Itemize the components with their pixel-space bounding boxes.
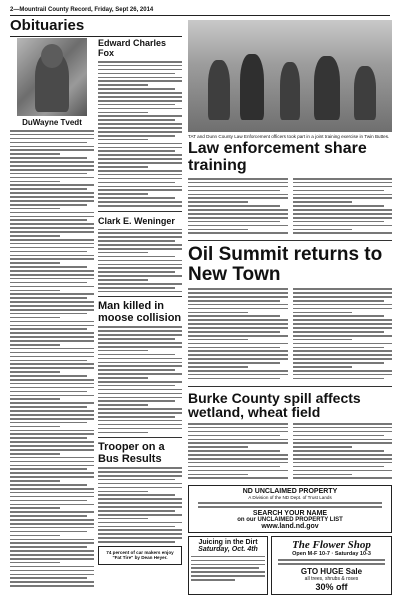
- ad-juicing-body: [191, 556, 265, 581]
- ad-unclaimed-property: [188, 485, 392, 533]
- obituary-body-edward: [98, 61, 182, 207]
- ad-juicing-date: Saturday, Oct. 4th: [198, 546, 258, 554]
- story-body-law: [188, 178, 392, 236]
- ad-unclaimed-body: [198, 502, 382, 507]
- headline-burke-spill: Burke County spill affects wetland, wheat field: [188, 389, 361, 421]
- headline-oil-summit: Oil Summit returns to New Town: [188, 244, 383, 286]
- story-body-trooper: [98, 467, 182, 543]
- column-a: [10, 38, 94, 589]
- headline-law-enforcement: Law enforcement share training: [188, 140, 367, 175]
- obituary-name-duwayne: DuWayne Tvedt: [22, 118, 82, 127]
- ad-unclaimed-cta1: SEARCH YOUR NAME: [252, 510, 328, 518]
- ad-flower-hours: Open M-F 10-7 · Saturday 10-3: [292, 551, 371, 558]
- column-b: [98, 38, 182, 565]
- ad-unclaimed-subtitle: A Division of the ND Dept. of Trust Lands: [248, 495, 332, 501]
- law-enforcement-photo: [188, 20, 392, 132]
- column-c: [188, 20, 392, 595]
- ad-juicing: [188, 536, 268, 595]
- obituary-photo-duwayne: [17, 38, 87, 116]
- headline-moose-collision: Man killed in moose collision: [98, 300, 182, 324]
- ad-flower-promo1: GTO HUGE Sale: [300, 566, 363, 576]
- ad-flower-promo2: all trees, shrubs & roses: [304, 575, 359, 582]
- section-title-obituaries: Obituaries: [10, 18, 182, 37]
- ad-unclaimed-title: ND UNCLAIMED PROPERTY: [242, 488, 338, 496]
- ad-unclaimed-site[interactable]: www.land.nd.gov: [261, 523, 319, 531]
- ad-juicing-title: Juicing in the Dirt: [198, 539, 258, 547]
- ad-flower-promo3: 30% off: [315, 581, 348, 592]
- ad-flower-shop: [271, 536, 392, 595]
- obituary-body-clark: [98, 229, 182, 293]
- law-photo-caption: TAT and Dunn County Law Enforcement officers took part in a joint training exercise in Twin Buttes.: [188, 134, 390, 139]
- story-body-spill: [188, 423, 392, 481]
- obituary-name-edward: Edward Charles Fox: [98, 38, 167, 58]
- obituary-name-clark: Clark E. Weninger: [98, 215, 175, 226]
- bottom-ads-row: [188, 536, 392, 595]
- story-body-moose: [98, 326, 182, 433]
- masthead: 2—Mountrail County Record, Friday, Sept 26, 2014: [10, 6, 390, 16]
- ad-flower-body: [278, 559, 385, 564]
- ad-flower-title: The Flower Shop: [292, 539, 371, 552]
- trooper-callout-box: 74 percent of car makers enjoy "Fat Tire" by Dean Heyer.: [98, 546, 182, 565]
- headline-trooper-bus: Trooper on a Bus Results: [98, 441, 165, 465]
- story-body-oil: [188, 288, 392, 381]
- obituary-body-duwayne: [10, 130, 94, 587]
- ad-unclaimed-cta2: on our UNCLAIMED PROPERTY LIST: [237, 517, 343, 524]
